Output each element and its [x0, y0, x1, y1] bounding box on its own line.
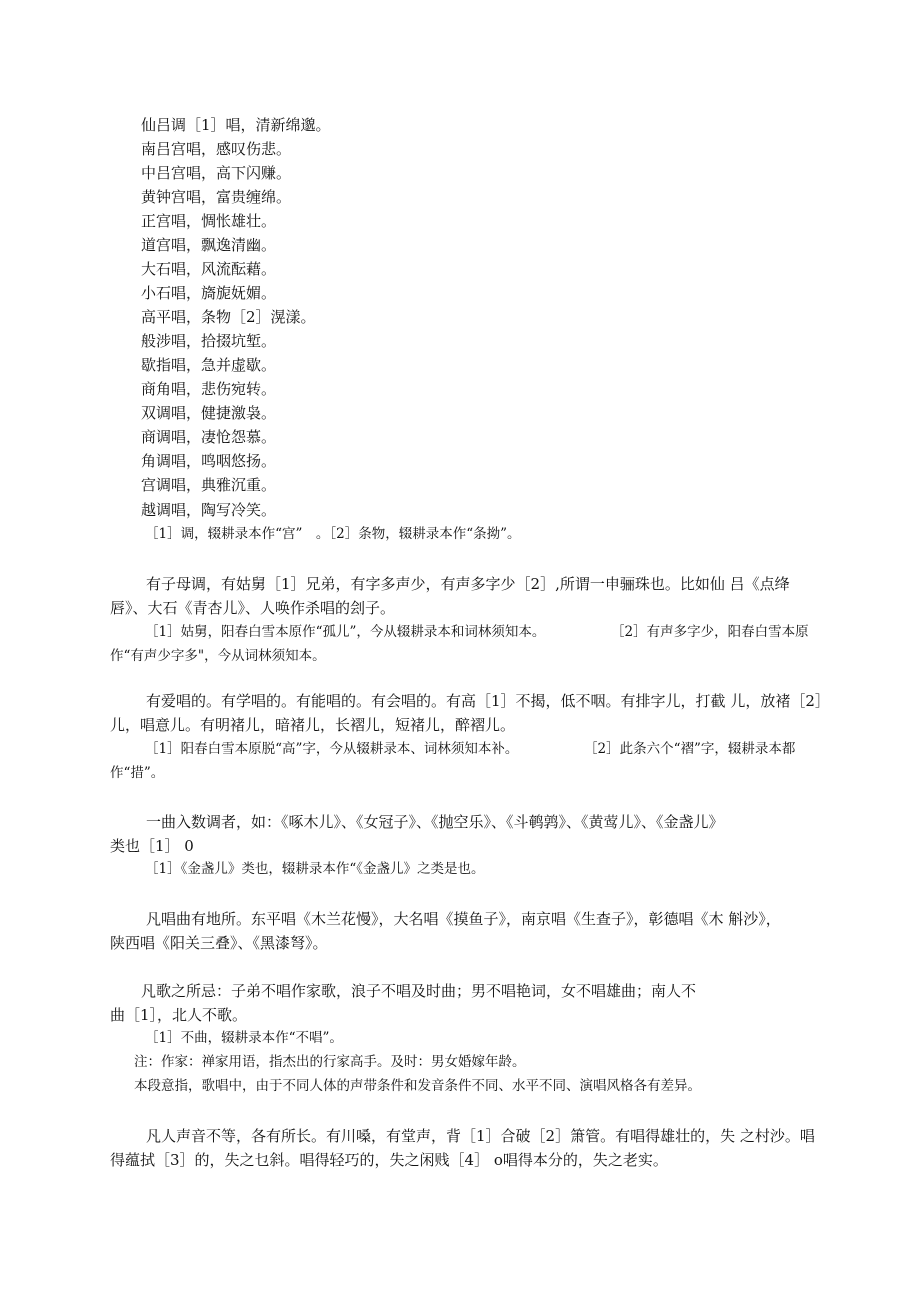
mode-line: 南吕宫唱，感叹伤悲。 — [141, 140, 292, 158]
paragraph-line: 一曲入数调者，如：《啄木儿》、《女冠子》、《抛空乐》、《斗鹌鹑》、《黄莺儿》、《金盏儿》 — [146, 813, 724, 831]
mode-line: 宫调唱，典雅沉重。 — [141, 476, 277, 494]
mode-line: 小石唱，旖旎妩媚。 — [141, 284, 277, 302]
footnote: ［1］阳春白雪本原脱“高”字，今从辍耕录本、词林须知本补。 — [145, 741, 519, 757]
footnote: 作“有声少字多"，今从词林须知本。 — [110, 648, 326, 664]
footnote: 本段意指，歌唱中，由于不同人体的声带条件和发音条件不同、水平不同、演唱风格各有差异。 — [134, 1078, 701, 1094]
paragraph-line: 凡人声音不等，各有所长。有川嗓，有堂声，背［1］合破［2］箫管。有唱得雄壮的，失 之村沙。唱 — [146, 1127, 815, 1145]
footnote: ［1］姑舅，阳春白雪本原作“孤儿”，今从辍耕录本和词林须知本。 — [145, 624, 546, 640]
mode-line: 越调唱，陶写冷笑。 — [141, 501, 277, 519]
paragraph-line: 得蕴拭［3］的，失之乜斜。唱得轻巧的，失之闲贱［4］ o唱得本分的，失之老实。 — [110, 1151, 668, 1169]
paragraph-line: 类也［1］ 0 — [110, 837, 194, 855]
paragraph-line: 曲［1］，北人不歌。 — [110, 1006, 248, 1024]
mode-line: 黄钟宫唱，富贵缠绵。 — [141, 188, 292, 206]
paragraph-line: 凡唱曲有地所。东平唱《木兰花慢》，大名唱《摸鱼子》，南京唱《生查子》，彰德唱《木 斛沙》， — [146, 910, 781, 928]
mode-line: 角调唱，鸣咽悠扬。 — [141, 452, 277, 470]
mode-line: 双调唱，健捷激袅。 — [141, 404, 277, 422]
footnote: 注：作家：禅家用语，指杰出的行家高手。及时：男女婚嫁年龄。 — [134, 1054, 526, 1070]
mode-line: 正宫唱，惆怅雄壮。 — [141, 212, 277, 230]
mode-line: 道宫唱，飘逸清幽。 — [141, 236, 277, 254]
paragraph-line: 有子母调，有姑舅［1］兄弟，有字多声少，有声多字少［2］,所谓一申骊珠也。比如仙 吕《点绛 — [146, 575, 790, 593]
footnote: ［2］有声多字少，阳春白雪本原 — [611, 624, 809, 640]
footnote: ［1］不曲，辍耕录本作“不唱”。 — [145, 1030, 343, 1046]
mode-line: 歇指唱，急并虚歇。 — [141, 356, 277, 374]
mode-line: 高平唱，条物［2］滉漾。 — [141, 308, 316, 326]
mode-line: 中吕宫唱，高下闪赚。 — [141, 164, 292, 182]
paragraph-line: 儿，唱意儿。有明褚儿，暗褚儿，长褶儿，短褚儿，醉褶儿。 — [110, 716, 516, 734]
paragraph-line: 陕西唱《阳关三叠》、《黑漆弩》。 — [110, 934, 328, 952]
paragraph-line: 有爱唱的。有学唱的。有能唱的。有会唱的。有高［1］不揭，低不咽。有排字儿，打截 儿，放褚［2］ — [146, 692, 830, 710]
paragraph-line: 唇》、大石《青杏儿》、人唤作杀唱的刽子。 — [110, 599, 396, 617]
mode-line: 仙吕调［1］唱，清新绵邈。 — [141, 116, 331, 134]
mode-line: 商角唱，悲伤宛转。 — [141, 380, 277, 398]
mode-line: 商调唱，凄怆怨慕。 — [141, 428, 277, 446]
footnote: ［1］《金盏儿》类也，辍耕录本作“《金盏儿》之类是也。 — [145, 861, 485, 877]
mode-line: 大石唱，风流酝藉。 — [141, 260, 277, 278]
footnote: ［1］调，辍耕录本作“宫” 。［2］条物，辍耕录本作“条拗”。 — [145, 526, 521, 542]
footnote: 作“措”。 — [110, 765, 165, 781]
paragraph-line: 凡歌之所忌：子弟不唱作家歌，浪子不唱及时曲；男不唱艳词，女不唱雄曲；南人不 — [141, 982, 697, 1000]
footnote: ［2］此条六个“褶”字，辍耕录本都 — [584, 741, 796, 757]
mode-line: 般涉唱，拾掇坑堑。 — [141, 332, 277, 350]
